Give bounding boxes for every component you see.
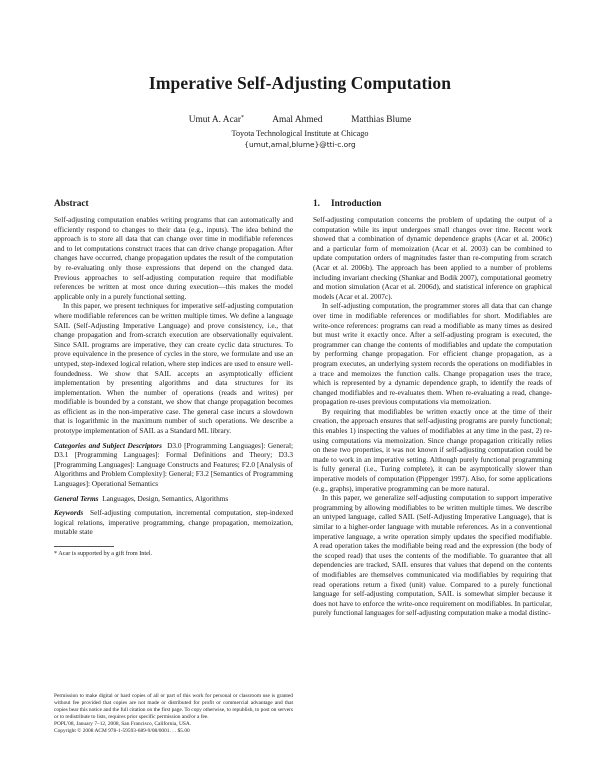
- right-column: [313, 199, 552, 618]
- section-title: Introduction: [331, 199, 382, 209]
- left-column: [54, 199, 293, 558]
- keywords-block: [54, 508, 293, 537]
- paper-title: Imperative Self-Adjusting Computation: [148, 73, 452, 93]
- permission-block: [54, 693, 293, 734]
- author-name: Matthias Blume: [351, 115, 412, 125]
- copyright-line: Copyright © 2008 ACM 978-1-59593-689-9/08/0001. . . $5.00: [54, 727, 190, 734]
- section-heading: [313, 199, 552, 210]
- general-terms-block: [54, 494, 293, 504]
- intro-paragraph: In this paper, we generalize self-adjusting computation to support imperative programming by allowing modifiables to be written multiple times. We describe an untyped language, called SAIL (Self-Adjusting Imperative Language), that is similar to a higher-order language with mutable references. As in a conventional imperative language, a write operation simply updates the specified modifiable. A read operation takes the modifiable being read and the expression (the body of the scoped read) that uses the contents of the modifiable. To guarantee that all dependencies are tracked, SAIL ensures that values that depend on the contents of modifiables are themselves communicated via modifiables by requiring that read operations return a fixed (unit) value. Compared to a purely functional language for self-adjusting computation, SAIL is somewhat simpler because it does not have to enforce the write-once requirement on modifiables. In particular, purely functional languages for self-adjusting computation make a modal distinc-: [313, 493, 552, 618]
- permission-notice: Permission to make digital or hard copies of all or part of this work for personal or classroom use is granted without fee provided that copies are not made or distributed for profit or commercial advantage and that copies bear this notice and the full citation on the first page. To copy otherwise, to republish, to post on servers or to redistribute to lists, requires prior specific permission and/or a fee.: [54, 693, 293, 720]
- intro-paragraph: By requiring that modifiables be written exactly once at the time of their creation, the approach ensures that self-adjusting programs are purely functional; this enables 1) inspecting the values of modifiables at any time in the past, 2) re-using computations via memoization. Since change propagation critically relies on these two properties, it was not known if self-adjusting computation could be made to work in an imperative setting. Although purely functional programming is fully general (i.e., Turing complete), it can be asymptotically slower than imperative models of computation (Pippenger 1997). Also, for some applications (e.g., graphs), imperative programming can be more natural.: [313, 406, 552, 493]
- abstract-paragraph: In this paper, we present techniques for imperative self-adjusting computation where modifiable references can be written multiple times. We define a language SAIL (Self-Adjusting Imperative Language) and prove consistency, i.e., that change propagation and from-scratch execution are observationally equivalent. Since SAIL programs are imperative, they can create cyclic data structures. To prove equivalence in the presence of cycles in the store, we formulate and use an untyped, step-indexed logical relation, where step indices are used to ensure well-foundedness. We show that SAIL accepts an asymptotically efficient implementation by presenting algorithms and data structures for its implementation. When the number of operations (reads and writes) per modifiable is bounded by a constant, we show that change propagation becomes as efficient as in the non-imperative case. The general case incurs a slowdown that is logarithmic in the maximum number of such operations. We describe a prototype implementation of SAIL as a Standard ML library.: [54, 301, 293, 436]
- general-terms-text: Languages, Design, Semantics, Algorithms: [102, 493, 229, 503]
- categories-text: D3.0 [Programming Languages]: General; D3.1 [Programming Languages]: Formal Definitions and Theory; D3.3 [Programming Languages]: Language Constructs and Features; F2.0 [Analysis of Algorithms and Problem Complexity]: General; F3.2 [Semantics of Programming Languages]: Operational Semantics: [54, 440, 293, 489]
- author-email: {umut,amal,blume}@tti-c.org: [244, 140, 356, 149]
- author-list: [0, 115, 600, 125]
- intro-paragraph: In self-adjusting computation, the programmer stores all data that can change over time in modifiable references or modifiables for short. Modifiables are write-once references: programs can read a modifiable as many times as desired but must write it exactly once. After a self-adjusting program is executed, the programmer can change the contents of modifiables and update the computation by performing change propagation. For efficient change propagation, as a program executes, an underlying system records the operations on modifiables in a trace and memoizes the function calls. Change propagation uses the trace, which is represented by a dynamic dependence graph, to identify the reads of changed modifiables and re-evaluates them. When re-evaluating a read, change-propagation re-uses previous computations via memoization.: [313, 301, 552, 407]
- author-name: Amal Ahmed: [272, 115, 323, 125]
- venue-line: POPL'08, January 7–12, 2008, San Francisco, California, USA.: [54, 720, 192, 727]
- section-number: 1.: [313, 199, 320, 209]
- abstract-heading: Abstract: [54, 199, 89, 209]
- intro-paragraph: Self-adjusting computation concerns the problem of updating the output of a computation while its input undergoes small changes over time. Recent work showed that a combination of dynamic dependence graphs (Acar et al. 2006c) and a particular form of memoization (Acar et al. 2003) can be combined to update computation orders of magnitudes faster than re-computing from scratch (Acar et al. 2006b). The approach has been applied to a number of problems including invariant checking (Shankar and Bodik 2007), computational geometry and motion simulation (Acar et al. 2006d), and statistical inference on graphical models (Acar et al. 2007c).: [313, 215, 552, 301]
- abstract-paragraph: Self-adjusting computation enables writing programs that can automatically and efficiently respond to changes to their data (e.g., inputs). The idea behind the approach is to store all data that can change over time in modifiable references and to let computations construct traces that can drive change propagation. After changes have occurred, change propagation updates the result of the computation by re-evaluating only those expressions that depend on the changed data. Previous approaches to self-adjusting computation require that modifiable references be written at most once during execution—this makes the model applicable only in a purely functional setting.: [54, 215, 293, 301]
- categories-label: Categories and Subject Descriptors: [54, 440, 162, 450]
- footnote: * Acar is supported by a gift from Intel.: [54, 550, 153, 557]
- categories-block: [54, 441, 293, 489]
- author-footnote-mark: *: [241, 115, 245, 121]
- general-terms-label: General Terms: [54, 493, 99, 503]
- keywords-text: Self-adjusting computation, incremental computation, step-indexed logical relations, imperative programming, change propagation, memoization, mutable state: [54, 508, 293, 537]
- author-name: Umut A. Acar: [188, 115, 242, 125]
- keywords-label: Keywords: [54, 508, 84, 518]
- affiliation: Toyota Technological Institute at Chicago: [231, 129, 369, 138]
- footnote-rule: [54, 546, 114, 547]
